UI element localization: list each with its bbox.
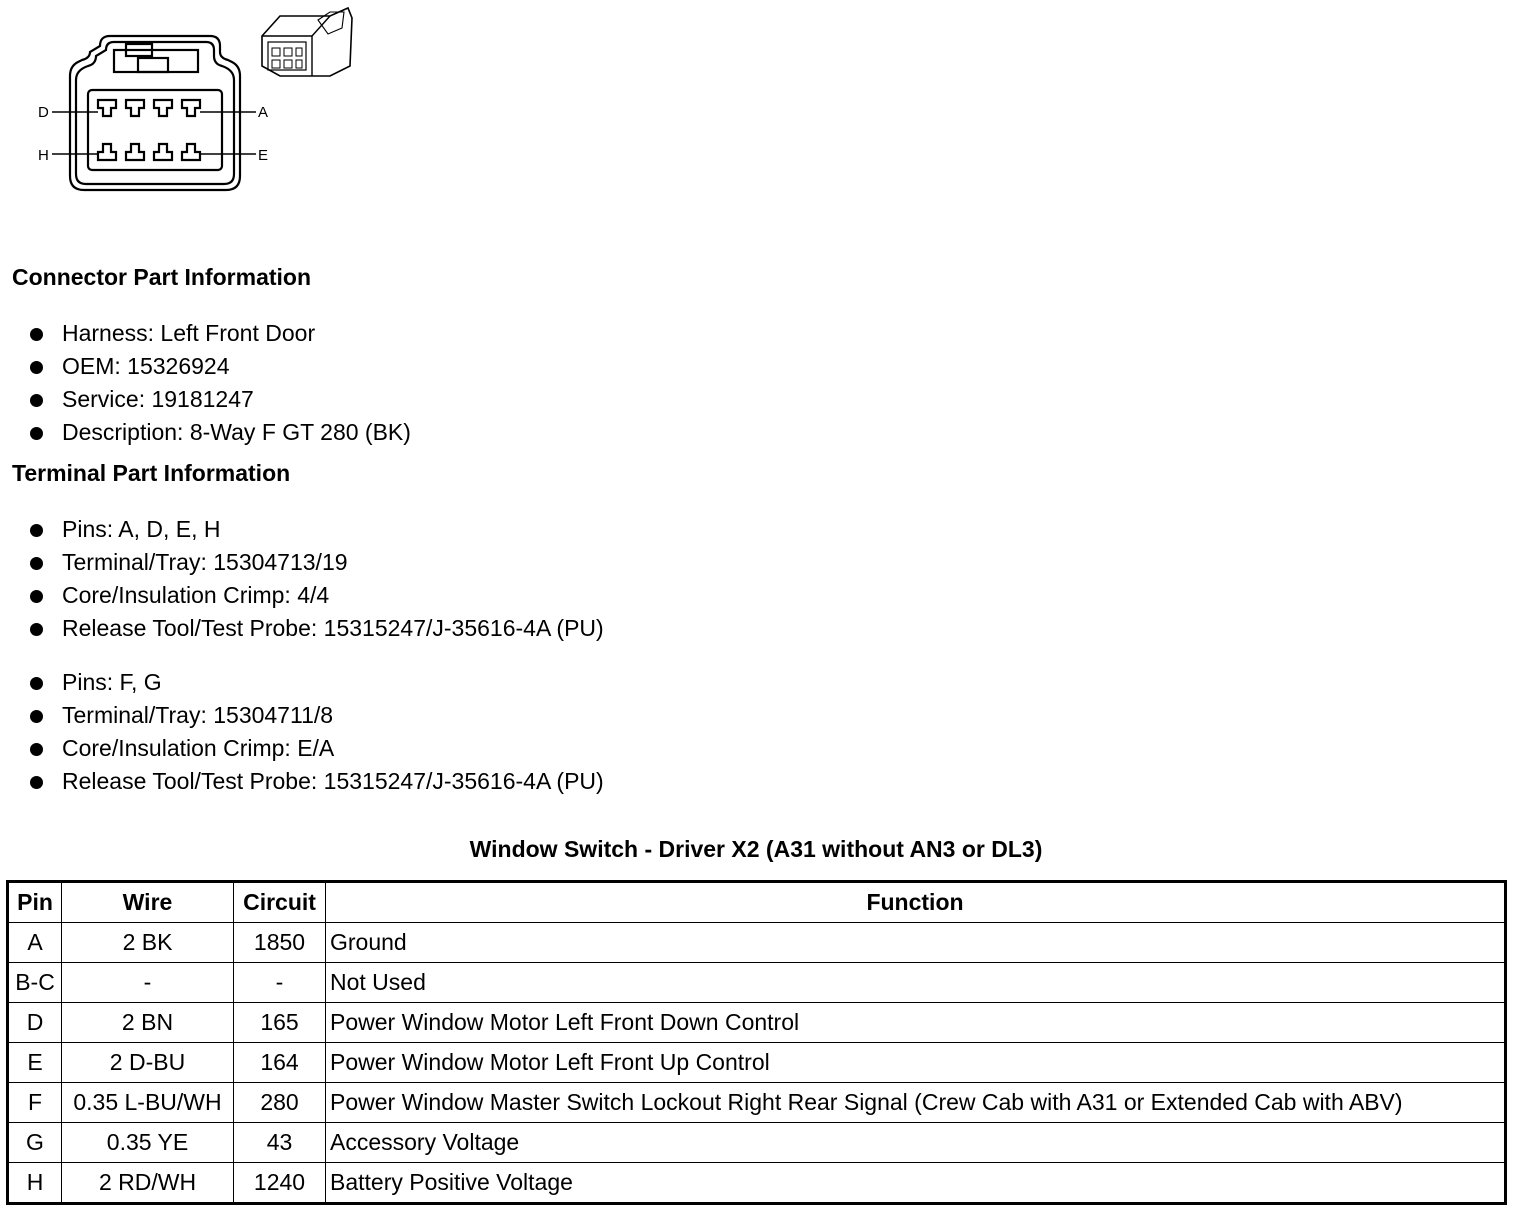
list-item: Core/Insulation Crimp: E/A (28, 732, 604, 765)
cell-circuit: 164 (234, 1043, 326, 1083)
list-item: Harness: Left Front Door (28, 317, 411, 350)
cell-circuit: 165 (234, 1003, 326, 1043)
cell-wire: - (62, 963, 234, 1003)
list-item: Description: 8-Way F GT 280 (BK) (28, 416, 411, 449)
cell-pin: H (8, 1163, 62, 1204)
cell-pin: F (8, 1083, 62, 1123)
cell-circuit: - (234, 963, 326, 1003)
cell-wire: 0.35 YE (62, 1123, 234, 1163)
column-header-pin: Pin (8, 882, 62, 923)
pin-label-d: D (38, 104, 49, 121)
column-header-function: Function (326, 882, 1506, 923)
cell-wire: 2 BK (62, 923, 234, 963)
terminal-group-1-list (28, 513, 604, 645)
list-item: Release Tool/Test Probe: 15315247/J-35616-4A (PU) (28, 765, 604, 798)
cell-circuit: 280 (234, 1083, 326, 1123)
cell-pin: A (8, 923, 62, 963)
cell-function: Accessory Voltage (326, 1123, 1506, 1163)
list-item: Pins: A, D, E, H (28, 513, 604, 546)
column-header-wire: Wire (62, 882, 234, 923)
table-row (8, 1083, 1506, 1123)
table-header-row (8, 882, 1506, 923)
table-row (8, 1123, 1506, 1163)
list-item: Terminal/Tray: 15304711/8 (28, 699, 604, 732)
cell-function: Power Window Master Switch Lockout Right Rear Signal (Crew Cab with A31 or Extended Cab with ABV) (326, 1083, 1506, 1123)
connector-part-info-list (28, 317, 411, 449)
cell-circuit: 1240 (234, 1163, 326, 1204)
terminal-part-info-heading: Terminal Part Information (12, 460, 291, 486)
cell-function: Power Window Motor Left Front Down Control (326, 1003, 1506, 1043)
table-row (8, 1043, 1506, 1083)
pin-label-a: A (258, 104, 269, 121)
pin-label-h: H (38, 147, 49, 164)
table-title: Window Switch - Driver X2 (A31 without AN3 or DL3) (469, 836, 1043, 862)
table-row (8, 1163, 1506, 1204)
cell-wire: 0.35 L-BU/WH (62, 1083, 234, 1123)
cell-wire: 2 RD/WH (62, 1163, 234, 1204)
cell-circuit: 1850 (234, 923, 326, 963)
list-item: OEM: 15326924 (28, 350, 411, 383)
connector-face-diagram (30, 6, 370, 196)
cell-pin: D (8, 1003, 62, 1043)
terminal-group-2-list (28, 666, 604, 798)
cell-pin: G (8, 1123, 62, 1163)
cell-function: Battery Positive Voltage (326, 1163, 1506, 1204)
cell-function: Ground (326, 923, 1506, 963)
list-item: Pins: F, G (28, 666, 604, 699)
connector-part-info-heading: Connector Part Information (12, 264, 312, 290)
list-item: Core/Insulation Crimp: 4/4 (28, 579, 604, 612)
table-row (8, 923, 1506, 963)
cell-function: Not Used (326, 963, 1506, 1003)
table-row (8, 963, 1506, 1003)
pinout-table (6, 880, 1507, 1205)
cell-function: Power Window Motor Left Front Up Control (326, 1043, 1506, 1083)
list-item: Release Tool/Test Probe: 15315247/J-35616-4A (PU) (28, 612, 604, 645)
cell-wire: 2 BN (62, 1003, 234, 1043)
pin-label-e: E (258, 147, 269, 164)
cell-pin: B-C (8, 963, 62, 1003)
list-item: Terminal/Tray: 15304713/19 (28, 546, 604, 579)
cell-circuit: 43 (234, 1123, 326, 1163)
list-item: Service: 19181247 (28, 383, 411, 416)
column-header-circuit: Circuit (234, 882, 326, 923)
cell-wire: 2 D-BU (62, 1043, 234, 1083)
cell-pin: E (8, 1043, 62, 1083)
table-row (8, 1003, 1506, 1043)
